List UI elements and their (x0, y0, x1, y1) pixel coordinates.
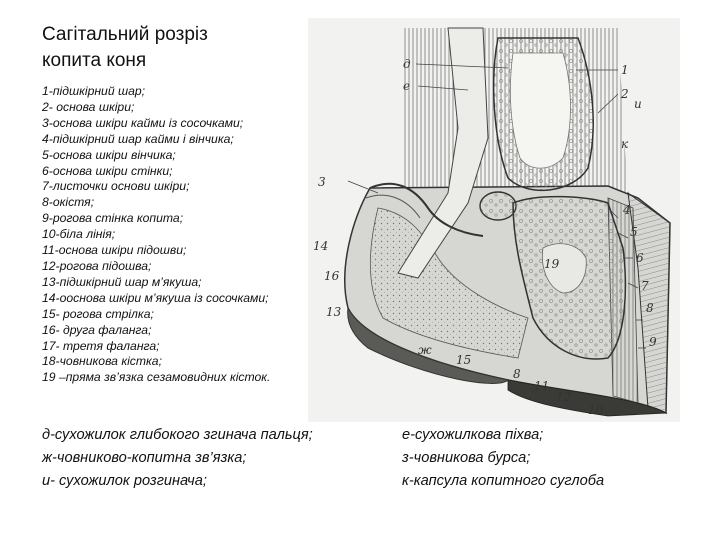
legend-item-16: 16- друга фаланга; (42, 322, 152, 337)
title-line-1: Сагітальний розріз (42, 24, 208, 45)
legend-item-11: 11-основа шкіри підошви; (42, 243, 187, 258)
figure-label-1: 1 (621, 63, 629, 77)
legend-item-8: 8-окістя; (42, 195, 95, 210)
figure-label-8: 8 (646, 301, 654, 315)
legend-item-1: 1-підшкірний шар; (42, 84, 146, 98)
figure-label-13: 13 (326, 305, 342, 319)
figure-label-12: 12 (556, 390, 572, 404)
legend-item-7: 7-листочки основи шкіри; (42, 179, 190, 194)
legend-item-19: 19 –пряма зв’язка сезамовидних кісток. (42, 370, 271, 385)
figure-label-15: 15 (456, 353, 472, 367)
legend-item-4: 4-підшкірний шар кайми і вінчика; (42, 131, 234, 146)
figure-label-9: 9 (649, 335, 657, 349)
figure-label-6: 6 (636, 251, 644, 265)
figure-label-e: е (403, 79, 411, 93)
bottom-left-item-u: и- сухожилок розгинача; (42, 473, 207, 489)
hoof-section-figure (308, 18, 680, 422)
figure-label-5: 5 (630, 225, 638, 239)
legend-list (42, 84, 322, 386)
figure-label-u: и (634, 97, 642, 111)
figure-label-19: 19 (544, 257, 560, 271)
legend-item-2: 2- основа шкіри; (42, 99, 135, 114)
bottom-left-item-zh: ж-човниково-копитна зв’язка; (42, 450, 247, 466)
bottom-legend-left (42, 424, 382, 493)
legend-item-12: 12-рогова підошва; (42, 258, 152, 273)
figure-label-2: 2 (621, 87, 629, 101)
legend-item-13: 13-підшкірний шар м’якуша; (42, 274, 202, 289)
figure-label-k: к (621, 137, 629, 151)
bottom-left-item-d: д-сухожилок глибокого згинача пальця; (42, 427, 313, 443)
legend-item-5: 5-основа шкіри вінчика; (42, 147, 176, 162)
figure-label-7: 7 (641, 279, 649, 293)
bottom-legend-right (402, 424, 702, 493)
legend-item-3: 3-основа шкіри кайми із сосочками; (42, 115, 244, 130)
title-line-2: копита коня (42, 50, 147, 71)
legend-item-14: 14-ооснова шкіри м’якуша із сосочками; (42, 290, 269, 305)
bottom-right-item-k: к-капсула копитного суглоба (402, 473, 605, 489)
legend-item-6: 6-основа шкіри стінки; (42, 163, 173, 178)
legend-item-9: 9-рогова стінка копита; (42, 211, 184, 226)
figure-label-zh: ж (418, 343, 432, 357)
figure-label-3: 3 (318, 175, 326, 189)
figure-label-10: 10 (588, 403, 604, 417)
figure-label-d: д (403, 57, 411, 71)
figure-label-14: 14 (313, 239, 329, 253)
legend-item-10: 10-біла лінія; (42, 227, 116, 242)
figure-label-4: 4 (623, 203, 631, 217)
bottom-right-item-z: з-човникова бурса; (402, 450, 531, 466)
figure-label-11: 11 (534, 379, 550, 393)
navicular-bone (480, 192, 516, 220)
figure-label-16: 16 (324, 269, 340, 283)
figure-label-8b: 8 (513, 367, 521, 381)
hoof-section-drawing (308, 18, 680, 422)
page-title (42, 22, 302, 74)
legend-item-15: 15- рогова стрілка; (42, 306, 154, 321)
bottom-right-item-e: е-сухожилкова піхва; (402, 427, 544, 443)
legend-item-17: 17- третя фаланга; (42, 338, 160, 353)
legend-item-18: 18-човникова кістка; (42, 354, 162, 369)
second-phalanx-medulla (510, 53, 570, 168)
